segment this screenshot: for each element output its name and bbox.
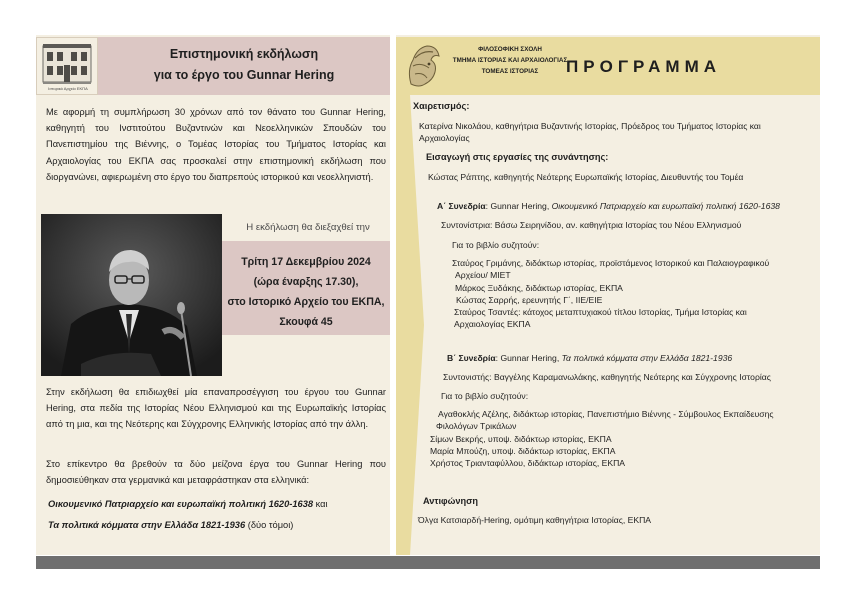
- list-item: Φιλολόγων Τρικάλων: [436, 421, 517, 432]
- program-title: ΠΡΟΓΡΑΜΜΑ: [566, 57, 722, 76]
- footer-bar: [36, 556, 820, 569]
- session-a-title: Οικουμενικό Πατριαρχείο και ευρωπαϊκή πολιτική 1620-1638: [551, 201, 780, 211]
- list-item: Σίμων Βεκρής, υποψ. διδάκτωρ ιστορίας, ΕΚΠΑ: [430, 433, 612, 444]
- session-b-heading: [447, 352, 817, 364]
- reply-text: Όλγα Κατσιαρδή-Hering, ομότιμη καθηγήτρια Ιστορίας, ΕΚΠΑ: [418, 515, 652, 525]
- event-note: Η εκδήλωση θα διεξαχθεί την: [246, 222, 370, 233]
- work-1-title: Οικουμενικό Πατριαρχείο και ευρωπαϊκή πολιτική 1620-1638: [48, 499, 314, 509]
- event-title: [104, 44, 384, 86]
- logo-caption: Ιστορικό Αρχείο ΕΚΠΑ: [48, 86, 88, 91]
- work-1-suffix: και: [313, 499, 328, 509]
- list-item: Σταύρος Γριμάνης, διδάκτωρ ιστορίας, προϊστάμενος Ιστορικού και Παλαιογραφικού: [452, 258, 770, 268]
- session-b-discuss: Για το βιβλίο συζητούν:: [441, 391, 529, 401]
- school-line-2: ΤΜΗΜΑ ΙΣΤΟΡΙΑΣ ΚΑΙ ΑΡΧΑΙΟΛΟΓΙΑΣ: [452, 57, 568, 64]
- list-item: Αρχείου/ ΜΙΕΤ: [455, 270, 511, 281]
- school-line-1: ΦΙΛΟΣΟΦΙΚΗ ΣΧΟΛΗ: [478, 46, 542, 53]
- reply-heading: Αντιφώνηση: [423, 496, 479, 506]
- session-b-speakers: [430, 408, 815, 469]
- list-item: Αρχαιολογίας ΕΚΠΑ: [454, 319, 531, 330]
- chevron-decoration: [396, 95, 426, 555]
- athena-head-logo-icon: [403, 40, 443, 92]
- title-line-2: για το έργο του Gunnar Hering: [153, 68, 335, 82]
- work-item: [48, 515, 388, 536]
- list-item: Σταύρος Τσαντές: κάτοχος μεταπτυχιακού τίτλου Ιστορίας, Τμήμα Ιστορίας και: [454, 307, 747, 318]
- title-line-1: Επιστημονική εκδήλωση: [169, 47, 319, 61]
- date-line-1: Τρίτη 17 Δεκεμβρίου 2024: [241, 256, 371, 268]
- work-2-suffix: (δύο τόμοι): [245, 520, 294, 530]
- works-list: [48, 494, 388, 536]
- intro-paragraph: Με αφορμή τη συμπλήρωση 30 χρόνων από τον θάνατο του Gunnar Hering, καθηγητή του Ινστιτούτου Βυζαντινών και Νεοελληνικών Σπουδών του Πανεπιστημίου της Βιέννης, ο Τομέας Ιστορίας του Τμήματος Ιστορίας και Αρχαιολογίας του ΕΚΠΑ σας προσκαλεί στην επιστημονική εκδήλωση που διοργανώνει, αφιερωμένη στο έργο του διαπρεπούς ιστορικού και νεοελληνιστή.: [46, 107, 386, 182]
- list-item: Μαρία Μπούζη, υποψ. διδάκτωρ ιστορίας, ΕΚΠΑ: [430, 445, 616, 456]
- session-a-heading: [437, 200, 817, 212]
- session-a-discuss: Για το βιβλίο συζητούν:: [452, 240, 540, 250]
- school-name: [450, 44, 570, 77]
- works-intro-paragraph: Στο επίκεντρο θα βρεθούν τα δύο μείζονα έργα του Gunnar Hering που δημοσιεύθηκαν στα γερμανικά και μεταφράστηκαν στα ελληνικά:: [46, 459, 386, 486]
- session-b-author: : Gunnar Hering,: [495, 353, 562, 363]
- date-line-3: στο Ιστορικό Αρχείο του ΕΚΠΑ,: [227, 296, 385, 308]
- approach-paragraph: Στην εκδήλωση θα επιδιωχθεί μία επαναπροσέγγιση του έργου του Gunnar Hering, στα πεδία της Ιστορίας Νέου Ελληνισμού και της Ευρωπαϊκής Ιστορίας από τη μια, και της Νεότερης και Σύγχρονης Ελληνικής Ιστορίας από την άλλη.: [46, 387, 386, 430]
- session-a-chair: Συντονίστρια: Βάσω Σειρηνίδου, αν. καθηγήτρια Ιστορίας του Νέου Ελληνισμού: [441, 220, 742, 230]
- date-line-2: (ώρα έναρξης 17.30),: [253, 276, 359, 288]
- greeting-heading: Χαιρετισμός:: [413, 101, 470, 111]
- session-a-author: : Gunnar Hering,: [485, 201, 552, 211]
- session-b-title: Τα πολιτικά κόμματα στην Ελλάδα 1821-1936: [561, 353, 733, 363]
- list-item: Κώστας Σαρρής, ερευνητής Γ΄, ΙΙΕ/ΕΙΕ: [456, 294, 603, 305]
- list-item: Αγαθοκλής Αζέλης, διδάκτωρ ιστορίας, Πανεπιστήμιο Βιέννης - Σύμβουλος Εκπαίδευσης: [438, 409, 774, 419]
- work-item: [48, 494, 388, 515]
- event-date-venue: [222, 252, 390, 332]
- date-line-4: Σκουφά 45: [279, 316, 333, 328]
- session-b-chair: Συντονιστής: Βαγγέλης Καραμανωλάκης, καθηγητής Νεότερης και Σύγχρονης Ιστορίας: [443, 372, 771, 382]
- intro-heading: Εισαγωγή στις εργασίες της συνάντησης:: [426, 152, 609, 162]
- archive-logo: [36, 37, 98, 95]
- session-b-label: Β΄ Συνεδρία: [447, 353, 496, 363]
- list-item: Χρήστος Τριανταφύλλου, διδάκτωρ ιστορίας, ΕΚΠΑ: [430, 458, 626, 469]
- list-item: Μάρκος Ξυδάκης, διδάκτωρ ιστορίας, ΕΚΠΑ: [455, 282, 623, 293]
- greeting-text: Κατερίνα Νικολάου, καθηγήτρια Βυζαντινής Ιστορίας, Πρόεδρος του Τμήματος Ιστορίας και Αρχαιολογίας: [419, 121, 761, 144]
- session-a-label: Α΄ Συνεδρία: [437, 201, 486, 211]
- school-line-3: ΤΟΜΕΑΣ ΙΣΤΟΡΙΑΣ: [481, 68, 539, 75]
- portrait-photo: [41, 214, 222, 376]
- work-2-title: Τα πολιτικά κόμματα στην Ελλάδα 1821-1936: [48, 520, 246, 530]
- session-a-speakers: [452, 257, 814, 331]
- intro-text: Κώστας Ράπτης, καθηγητής Νεότερης Ευρωπαϊκής Ιστορίας, Διευθυντής του Τομέα: [428, 172, 744, 182]
